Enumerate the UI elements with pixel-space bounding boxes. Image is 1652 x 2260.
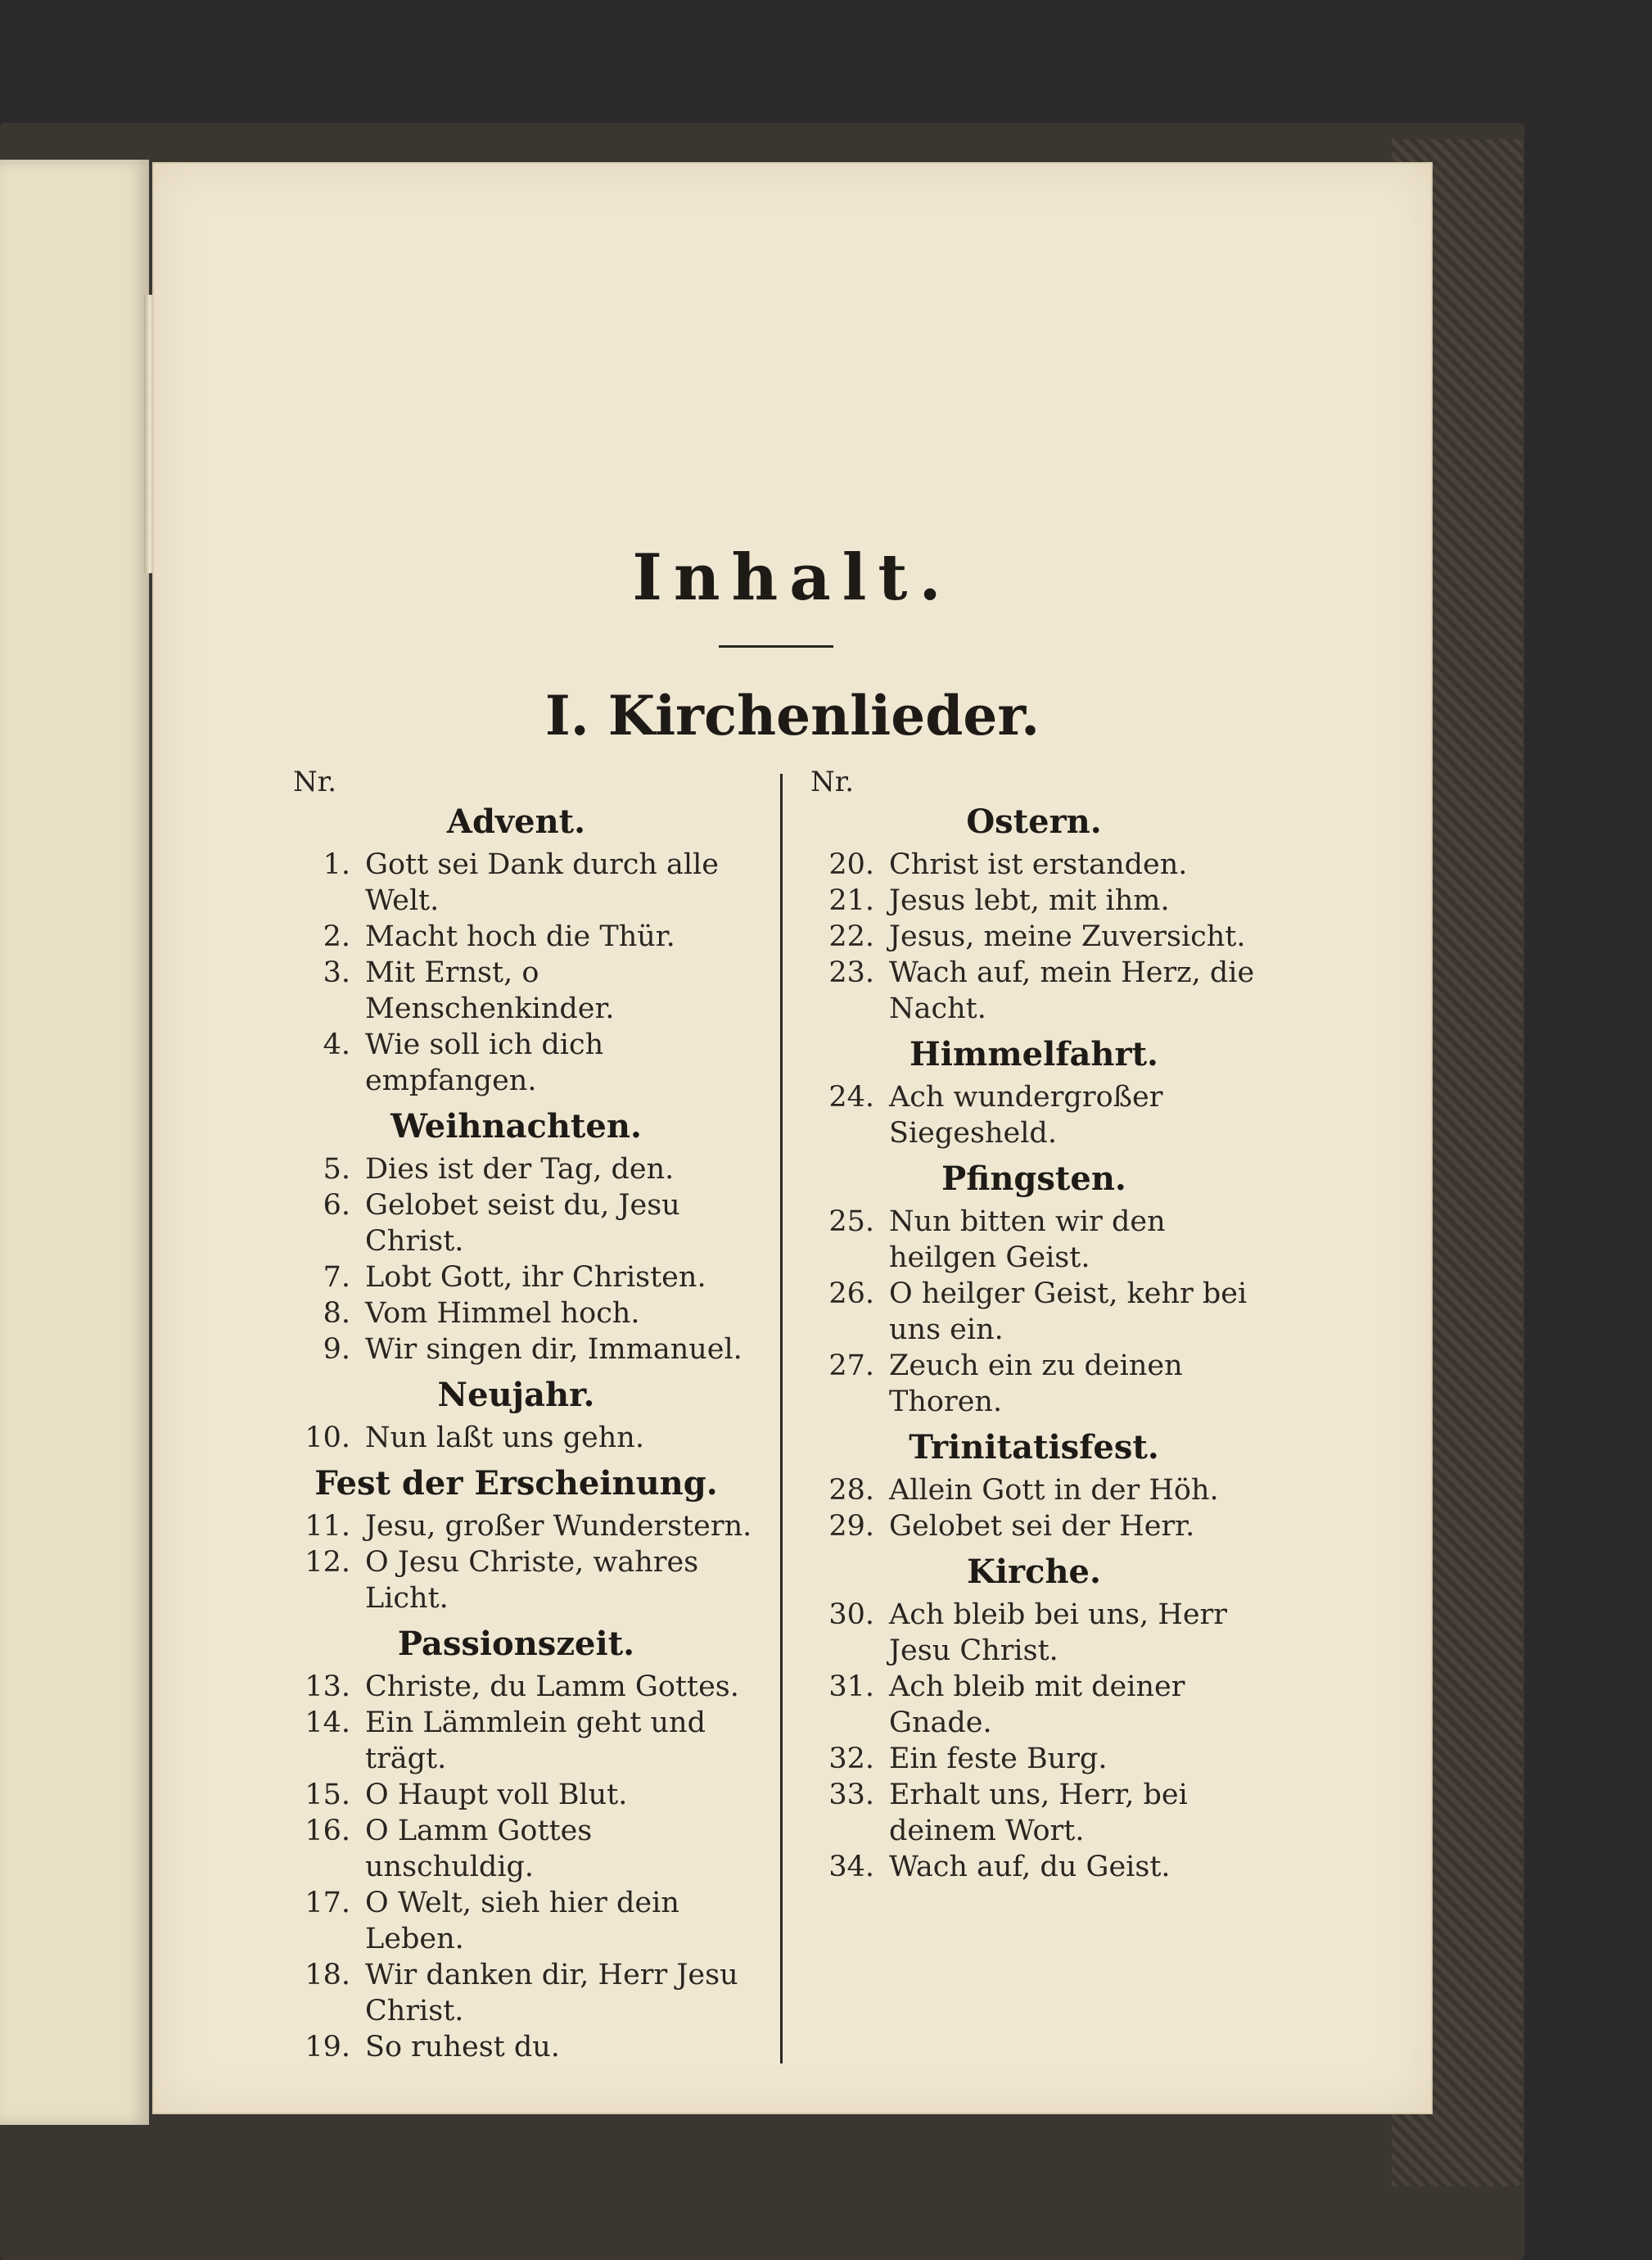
hymn-title: O Lamm Gottes unschuldig. [365, 1815, 593, 1883]
hymn-title: Wir danken dir, Herr Jesu Christ. [365, 1959, 738, 2027]
hymn-entry [801, 919, 1267, 955]
hymn-title: So ruhest du. [365, 2031, 560, 2063]
hymn-entry [801, 1597, 1267, 1669]
hymn-title: O heilger Geist, kehr bei uns ein. [889, 1277, 1248, 1346]
hymn-number: 12. [305, 1546, 350, 1579]
hymn-entry [801, 883, 1267, 919]
hymn-title: Erhalt uns, Herr, bei deinem Wort. [889, 1779, 1188, 1847]
hymn-entry [801, 1508, 1267, 1544]
hymn-number: 10. [305, 1422, 350, 1454]
hymn-title: Christ ist erstanden. [889, 848, 1188, 881]
hymn-number: 11. [305, 1510, 350, 1543]
hymn-number: 1. [323, 848, 350, 881]
hymn-entry [277, 1508, 756, 1544]
hymn-entry [277, 1420, 756, 1456]
hymn-entry [277, 1544, 756, 1616]
hymn-number: 22. [828, 920, 874, 953]
hymn-number: 9. [323, 1333, 350, 1366]
hymn-number: 2. [323, 920, 350, 953]
hymn-number: 20. [828, 848, 874, 881]
hymn-entry [277, 1295, 756, 1331]
hymn-title: Wach auf, du Geist. [889, 1851, 1171, 1883]
hymn-entry [277, 1187, 756, 1259]
hymn-number: 16. [305, 1815, 350, 1847]
category-heading: Ostern. [966, 802, 1102, 841]
hymn-entry [801, 1669, 1267, 1741]
section-title: I. Kirchenlieder. [544, 684, 1040, 748]
title-rule [719, 645, 833, 648]
hymn-number: 29. [828, 1510, 874, 1543]
hymn-entry [801, 955, 1267, 1027]
hymn-entry [277, 919, 756, 955]
hymn-number: 18. [305, 1959, 350, 1991]
hymn-title: Dies ist der Tag, den. [365, 1153, 675, 1186]
hymn-number: 5. [323, 1153, 350, 1186]
hymn-entry [277, 1331, 756, 1367]
hymn-entry [277, 1957, 756, 2029]
hymn-number: 30. [828, 1598, 874, 1631]
hymn-title: Mit Ernst, o Menschenkinder. [365, 956, 615, 1025]
category-heading: Pfingsten. [941, 1159, 1126, 1198]
hymn-number: 28. [828, 1474, 874, 1507]
hymn-title: Jesus lebt, mit ihm. [889, 884, 1170, 917]
hymn-title: Nun laßt uns gehn. [365, 1422, 644, 1454]
nr-label-left: Nr. [293, 766, 337, 798]
hymn-title: Christe, du Lamm Gottes. [365, 1670, 739, 1703]
category-heading: Passionszeit. [397, 1625, 635, 1663]
category-heading: Advent. [446, 802, 586, 841]
hymn-title: Gott sei Dank durch alle Welt. [365, 848, 719, 917]
hymn-entry [801, 1849, 1267, 1885]
hymn-title: Nun bitten wir den heilgen Geist. [889, 1205, 1166, 1274]
hymn-entry [801, 1348, 1267, 1420]
hymn-number: 6. [323, 1189, 350, 1222]
right-column [801, 794, 1267, 1885]
hymn-number: 21. [828, 884, 874, 917]
hymn-entry [801, 1204, 1267, 1276]
hymn-entry [277, 1151, 756, 1187]
hymn-number: 27. [828, 1349, 874, 1382]
hymn-title: Jesu, großer Wunderstern. [365, 1510, 752, 1543]
hymn-title: Jesus, meine Zuversicht. [889, 920, 1246, 953]
hymn-entry [801, 1472, 1267, 1508]
hymn-title: Zeuch ein zu deinen Thoren. [889, 1349, 1183, 1418]
hymn-entry [801, 1079, 1267, 1151]
hymn-number: 25. [828, 1205, 874, 1238]
hymn-number: 17. [305, 1887, 350, 1919]
hymn-title: O Haupt voll Blut. [365, 1779, 628, 1811]
hymn-title: Wach auf, mein Herz, die Nacht. [889, 956, 1255, 1025]
hymn-entry [801, 1276, 1267, 1348]
hymn-entry [801, 847, 1267, 883]
category-heading: Weihnachten. [390, 1107, 642, 1146]
hymn-entry [801, 1777, 1267, 1849]
hymn-number: 31. [828, 1670, 874, 1703]
hymn-title: Gelobet seist du, Jesu Christ. [365, 1189, 680, 1258]
hymn-entry [277, 847, 756, 919]
hymn-number: 33. [828, 1779, 874, 1811]
facing-page-edge [0, 160, 149, 2125]
left-column [277, 794, 756, 2065]
column-divider [780, 774, 783, 2063]
hymn-number: 26. [828, 1277, 874, 1310]
hymn-entry [277, 1813, 756, 1885]
hymn-entry [277, 1777, 756, 1813]
hymn-title: Macht hoch die Thür. [365, 920, 675, 953]
hymn-entry [277, 2029, 756, 2065]
hymn-entry [277, 1885, 756, 1957]
hymn-entry [277, 1669, 756, 1705]
hymn-number: 7. [323, 1261, 350, 1294]
hymn-title: O Welt, sieh hier dein Leben. [365, 1887, 679, 1955]
hymn-title: Wir singen dir, Immanuel. [365, 1333, 742, 1366]
hymn-number: 3. [323, 956, 350, 989]
nr-label-right: Nr. [810, 766, 855, 798]
category-heading: Fest der Erscheinung. [314, 1464, 718, 1503]
hymn-title: Allein Gott in der Höh. [889, 1474, 1219, 1507]
hymn-number: 24. [828, 1081, 874, 1114]
hymn-number: 34. [828, 1851, 874, 1883]
hymn-number: 23. [828, 956, 874, 989]
hymn-number: 19. [305, 2031, 350, 2063]
hymn-title: Ein Lämmlein geht und trägt. [365, 1706, 706, 1775]
hymn-entry [277, 1027, 756, 1099]
hymn-title: Ach bleib bei uns, Herr Jesu Christ. [889, 1598, 1228, 1667]
category-heading: Himmelfahrt. [910, 1035, 1158, 1074]
page-title: Inhalt. [632, 540, 953, 615]
hymn-number: 32. [828, 1742, 874, 1775]
hymn-number: 14. [305, 1706, 350, 1739]
hymn-entry [277, 1705, 756, 1777]
hymn-title: Gelobet sei der Herr. [889, 1510, 1195, 1543]
hymn-number: 8. [323, 1297, 350, 1330]
hymn-number: 15. [305, 1779, 350, 1811]
hymn-number: 4. [323, 1028, 350, 1061]
book-page [154, 164, 1431, 2113]
hymn-entry [277, 955, 756, 1027]
hymn-number: 13. [305, 1670, 350, 1703]
hymn-title: Vom Himmel hoch. [365, 1297, 640, 1330]
hymn-entry [801, 1741, 1267, 1777]
hymn-title: Wie soll ich dich empfangen. [365, 1028, 604, 1097]
category-heading: Kirche. [967, 1553, 1101, 1591]
category-heading: Neujahr. [437, 1376, 595, 1414]
category-heading: Trinitatisfest. [909, 1428, 1159, 1467]
hymn-title: Ach wundergroßer Siegesheld. [889, 1081, 1163, 1150]
hymn-title: Ach bleib mit deiner Gnade. [889, 1670, 1185, 1739]
hymn-entry [277, 1259, 756, 1295]
hymn-title: Lobt Gott, ihr Christen. [365, 1261, 706, 1294]
hymn-title: O Jesu Christe, wahres Licht. [365, 1546, 699, 1615]
hymn-title: Ein feste Burg. [889, 1742, 1108, 1775]
